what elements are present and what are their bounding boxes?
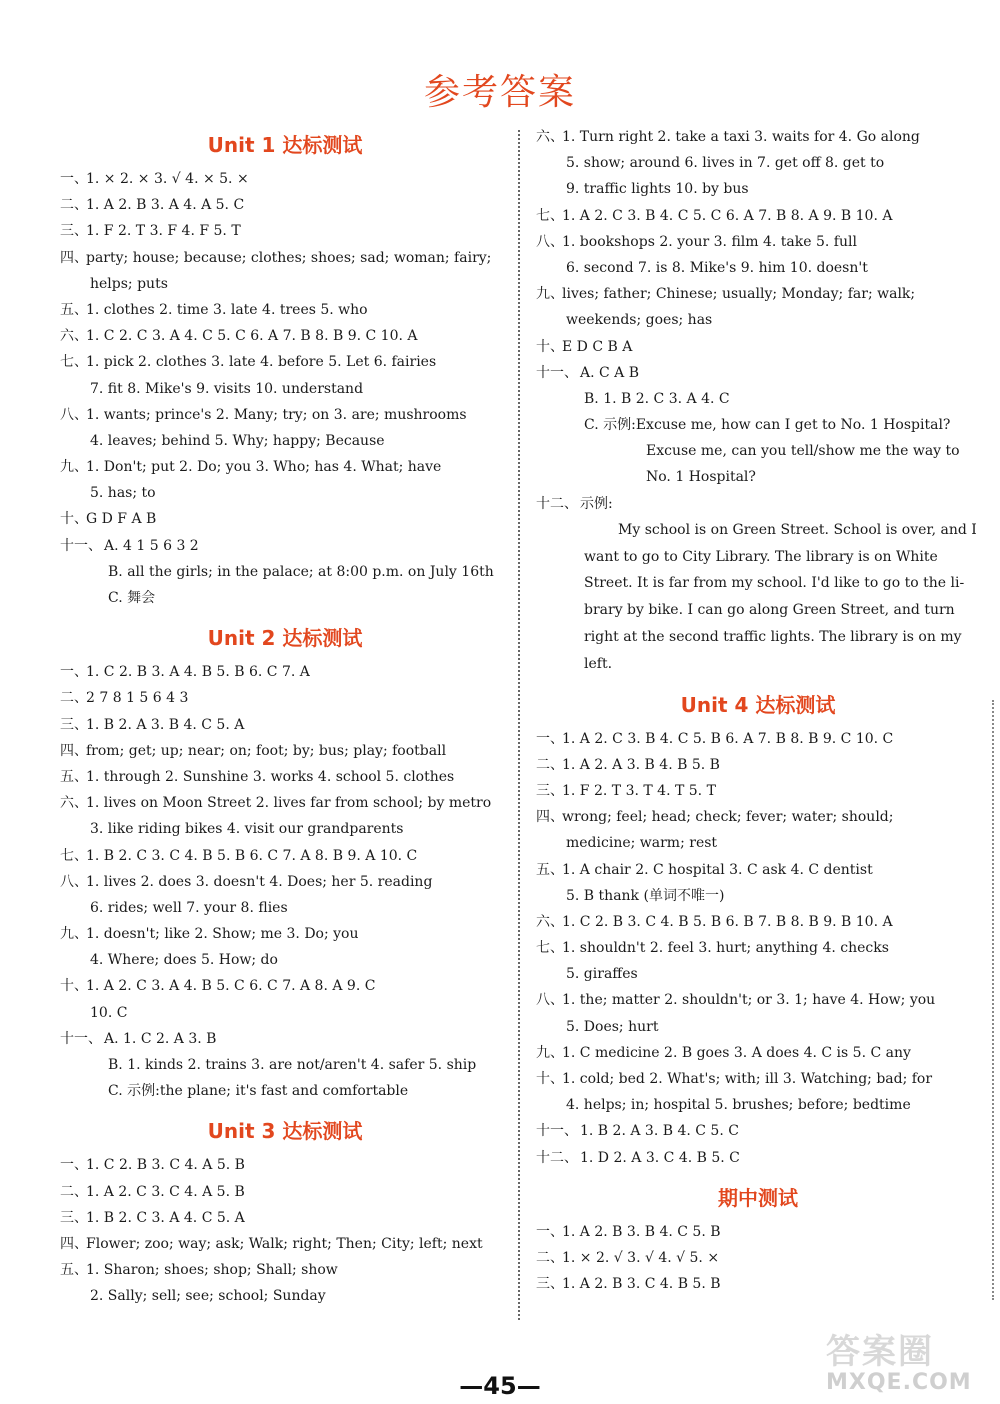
question-number: 十、 [536,1071,564,1088]
question-number: 四、 [60,742,88,759]
answer-row [60,533,510,559]
answer-row [536,386,980,412]
question-number: 三、 [60,1209,88,1226]
answer-text: C. 示例:Excuse me, how can I get to No. 1 Hospital? [584,417,951,434]
answer-row [536,176,980,202]
answer-text: weekends; goes; has [566,312,713,329]
answer-text: C. 舞会 [108,590,156,606]
answer-row [536,883,980,909]
answer-row [60,921,510,947]
answer-text: 1. F 2. T 3. F 4. F 5. T [86,223,241,240]
question-number: 九、 [536,286,564,303]
question-number: 一、 [536,1223,564,1240]
answer-text: 1. through 2. Sunshine 3. works 4. school 5. clothes [86,768,455,785]
answer-row [60,585,510,611]
question-number: 十二、 [536,1149,578,1166]
answer-text: 1. C 2. B 3. C 4. A 5. B [86,1157,245,1174]
answer-row [536,624,980,651]
answer-row [60,1283,510,1309]
answer-text: 6. rides; well 7. your 8. flies [90,899,288,916]
answer-text: medicine; warm; rest [566,835,718,852]
answer-text: 1. A 2. C 3. A 4. B 5. C 6. C 7. A 8. A 9. C [86,978,376,995]
right-answer-column [536,124,980,1297]
answer-row [60,843,510,869]
answer-row [536,491,980,517]
left-answer-column [60,124,510,1310]
question-number: 三、 [536,782,564,799]
answer-text: 1. B 2. C 3. C 4. B 5. B 6. C 7. A 8. B 9. A 10. C [86,847,418,864]
answer-row [60,376,510,402]
question-number: 十、 [60,511,88,528]
answer-row [536,464,980,490]
answer-row [60,764,510,790]
question-number: 六、 [60,328,88,345]
question-number: 十、 [60,978,88,995]
answer-row [60,402,510,428]
answer-text: 2 7 8 1 5 6 4 3 [86,690,189,707]
question-number: 七、 [60,354,88,371]
answer-text: brary by bike. I can go along Green Street, and turn [584,602,955,619]
question-number: 六、 [536,913,564,930]
answer-row [60,738,510,764]
answer-row [536,412,980,438]
answer-text: 1. doesn't; like 2. Show; me 3. Do; you [86,926,359,943]
answer-row [60,218,510,244]
answer-row [60,659,510,685]
answer-row [60,166,510,192]
answer-text: A. 4 1 5 6 3 2 [104,537,199,554]
answer-text: B. all the girls; in the palace; at 8:00 p.m. on July 16th [108,563,494,580]
answer-row [60,297,510,323]
answer-row [536,255,980,281]
question-number: 十一、 [536,1123,578,1140]
answer-text: 1. cold; bed 2. What's; with; ill 3. Watching; bad; for [562,1071,933,1088]
answer-row [60,947,510,973]
answer-row [60,790,510,816]
question-number: 十一、 [60,1030,102,1047]
answer-text: 1. F 2. T 3. T 4. T 5. T [562,782,716,799]
answer-text: A. C A B [580,364,640,381]
answer-text: 5. show; around 6. lives in 7. get off 8. get to [566,155,885,172]
answer-text: 1. clothes 2. time 3. late 4. trees 5. who [86,301,368,318]
answer-text: 1. C 2. C 3. A 4. C 5. C 6. A 7. B 8. B 9. C 10. A [86,328,418,345]
question-number: 一、 [60,1157,88,1174]
answer-text: 1. the; matter 2. shouldn't; or 3. 1; have 4. How; you [562,992,936,1009]
answer-row [60,712,510,738]
answer-text: 1. shouldn't 2. feel 3. hurt; anything 4. checks [562,940,889,957]
question-number: 五、 [60,301,88,318]
answer-text: 5. B thank (单词不唯一) [566,887,725,904]
section-title: Unit 4 达标测试 [680,692,836,717]
answer-row [60,323,510,349]
answer-row [60,869,510,895]
answer-text: from; get; up; near; on; foot; by; bus; play; football [86,742,447,759]
question-number: 六、 [60,795,88,812]
answer-text: 10. C [90,1004,128,1021]
answer-text: 5. giraffes [566,966,638,983]
answer-text: B. 1. B 2. C 3. A 4. C [584,390,730,407]
answer-row [536,778,980,804]
answer-text: 2. Sally; sell; see; school; Sunday [90,1288,326,1305]
question-number: 八、 [536,233,564,250]
answer-row [60,1231,510,1257]
answer-text: 1. A 2. B 3. B 4. C 5. B [562,1223,721,1240]
question-number: 五、 [60,768,88,785]
answer-text: 1. × 2. × 3. √ 4. × 5. × [86,171,249,187]
answer-text: 4. helps; in; hospital 5. brushes; before; bedtime [566,1097,911,1114]
question-number: 九、 [60,926,88,943]
answer-text: 1. × 2. √ 3. √ 4. √ 5. × [562,1249,720,1266]
answer-row [536,281,980,307]
question-number: 三、 [536,1276,564,1293]
answer-row [60,559,510,585]
answer-text: 1. B 2. A 3. B 4. C 5. A [86,716,245,733]
answer-row [536,570,980,597]
answer-row [536,909,980,935]
answer-row [536,1014,980,1040]
edge-dotted-line [992,700,994,1300]
answer-row [536,804,980,830]
question-number: 二、 [60,690,88,707]
answer-text: 3. like riding bikes 4. visit our grandparents [90,821,404,838]
answer-row [536,857,980,883]
answer-row [536,334,980,360]
answer-row [536,544,980,571]
question-number: 七、 [60,847,88,864]
answer-text: 5. Does; hurt [566,1018,659,1035]
answer-row [60,1257,510,1283]
answer-text: 1. C 2. B 3. C 4. B 5. B 6. B 7. B 8. B 9. B 10. A [562,913,893,930]
answer-text: 1. A 2. B 3. A 4. A 5. C [86,197,245,214]
answer-row [60,428,510,454]
question-number: 八、 [60,406,88,423]
answer-text: 9. traffic lights 10. by bus [566,181,749,198]
answer-row [536,1092,980,1118]
answer-text: 1. A 2. C 3. B 4. C 5. B 6. A 7. B 8. B 9. C 10. C [562,730,894,747]
answer-text: left. [584,655,613,672]
answer-row [536,229,980,255]
answer-row [60,271,510,297]
answer-text: 1. A 2. A 3. B 4. B 5. B [562,756,720,773]
watermark-site-text: MXQE.COM [826,1370,972,1395]
answer-row [536,1145,980,1171]
answer-text: 示例: [580,495,613,512]
answer-text: 1. B 2. A 3. B 4. C 5. C [580,1123,739,1140]
answer-row [60,1205,510,1231]
question-number: 十一、 [536,364,578,381]
question-number: 二、 [60,197,88,214]
answer-text: 1. Sharon; shoes; shop; Shall; show [86,1262,338,1279]
answer-text: 1. A chair 2. C hospital 3. C ask 4. C dentist [562,861,873,878]
answer-text: want to go to City Library. The library is on White [584,548,938,565]
question-number: 一、 [60,171,88,187]
answer-text: 6. second 7. is 8. Mike's 9. him 10. doesn't [566,259,868,276]
answer-text: 5. has; to [90,485,156,502]
answer-row [536,1040,980,1066]
question-number: 九、 [60,459,88,476]
question-number: 五、 [536,861,564,878]
answer-text: 1. C medicine 2. B goes 3. A does 4. C is 5. C any [562,1044,911,1061]
answer-row [60,349,510,375]
answer-row [536,1245,980,1271]
question-number: 二、 [60,1183,88,1200]
answer-row [536,1066,980,1092]
answer-row [536,726,980,752]
question-number: 一、 [60,664,88,681]
answer-row [60,192,510,218]
column-divider [518,130,520,1320]
answer-text: right at the second traffic lights. The library is on my [584,629,962,645]
answer-text: Flower; zoo; way; ask; Walk; right; Then; City; left; next [86,1235,483,1252]
page-number: —45— [459,1372,541,1400]
answer-row [536,150,980,176]
question-number: 十二、 [536,495,578,512]
question-number: 九、 [536,1044,564,1061]
answer-row [60,480,510,506]
answer-row [60,1179,510,1205]
answer-row [60,1026,510,1052]
answer-text: A. 1. C 2. A 3. B [104,1030,217,1047]
answer-text: No. 1 Hospital? [646,469,756,486]
section-title: Unit 3 达标测试 [207,1119,363,1144]
answer-text: 1. bookshops 2. your 3. film 4. take 5. full [562,233,857,250]
answer-text: helps; puts [90,275,168,292]
question-number: 十一、 [60,537,102,554]
answer-text: 1. A 2. B 3. C 4. B 5. B [562,1276,721,1293]
answer-text: C. 示例:the plane; it's fast and comfortable [108,1083,409,1100]
answer-text: 1. A 2. C 3. B 4. C 5. C 6. A 7. B 8. A 9. B 10. A [562,207,893,224]
answer-text: E D C B A [562,338,633,355]
answer-row [536,961,980,987]
question-number: 七、 [536,940,564,957]
answer-row [536,1271,980,1297]
answer-text: Excuse me, can you tell/show me the way to [646,443,960,460]
section-title: 期中测试 [718,1185,798,1210]
answer-text: party; house; because; clothes; shoes; sad; woman; fairy; [86,249,492,266]
answer-text: 1. lives 2. does 3. doesn't 4. Does; her 5. reading [86,873,433,890]
answer-row [60,1078,510,1104]
question-number: 七、 [536,207,564,224]
answer-text: G D F A B [86,511,157,528]
answer-text: 1. B 2. C 3. A 4. C 5. A [86,1209,245,1226]
answer-row [60,1000,510,1026]
question-number: 四、 [60,249,88,266]
answer-row [60,506,510,532]
answer-row [536,1219,980,1245]
question-number: 三、 [60,716,88,733]
answer-text: wrong; feel; head; check; fever; water; should; [562,809,894,826]
answer-text: 1. C 2. B 3. A 4. B 5. B 6. C 7. A [86,664,310,681]
answer-text: 4. Where; does 5. How; do [90,952,278,969]
answer-row [60,816,510,842]
question-number: 二、 [536,756,564,773]
question-number: 八、 [60,873,88,890]
answer-row [536,1118,980,1144]
answer-row [60,895,510,921]
answer-row [60,1152,510,1178]
answer-text: 1. Turn right 2. take a taxi 3. waits for 4. Go along [562,129,920,145]
section-title: Unit 2 达标测试 [207,626,363,651]
answer-row [536,124,980,150]
answer-text: 1. A 2. C 3. C 4. A 5. B [86,1183,245,1200]
answer-text: 1. lives on Moon Street 2. lives far from school; by metro [86,795,492,812]
answer-row [536,360,980,386]
answer-row [60,245,510,271]
answer-row [60,973,510,999]
question-number: 八、 [536,992,564,1009]
answer-row [536,752,980,778]
answer-text: 1. wants; prince's 2. Many; try; on 3. are; mushrooms [86,406,467,423]
answer-text: 1. Don't; put 2. Do; you 3. Who; has 4. What; have [86,459,442,476]
answer-row [536,597,980,624]
watermark-logo-text: 答案圈 [826,1332,934,1372]
answer-row [536,203,980,229]
answer-text: 1. pick 2. clothes 3. late 4. before 5. Let 6. fairies [86,354,437,371]
watermark-logo [822,1324,992,1400]
question-number: 十、 [536,338,564,355]
answer-text: B. 1. kinds 2. trains 3. are not/aren't 4. safer 5. ship [108,1057,477,1073]
answer-row [536,438,980,464]
answer-text: lives; father; Chinese; usually; Monday; far; walk; [562,286,916,303]
question-number: 二、 [536,1249,564,1266]
answer-text: Street. It is far from my school. I'd like to go to the li- [584,575,965,592]
answer-row [536,935,980,961]
section-title: Unit 1 达标测试 [207,133,363,157]
question-number: 一、 [536,730,564,747]
page-title: 参考答案 [423,72,576,113]
question-number: 六、 [536,129,564,145]
answer-row [60,685,510,711]
answer-row [536,307,980,333]
question-number: 四、 [536,809,564,826]
answer-row [536,651,980,678]
answer-text: 1. D 2. A 3. C 4. B 5. C [580,1149,740,1166]
question-number: 三、 [60,223,88,240]
answer-row [536,517,980,544]
answer-row [60,454,510,480]
question-number: 五、 [60,1262,88,1279]
question-number: 四、 [60,1235,88,1252]
answer-row [536,830,980,856]
answer-row [60,1052,510,1078]
answer-text: 4. leaves; behind 5. Why; happy; Because [90,432,385,449]
answer-text: 7. fit 8. Mike's 9. visits 10. understand [90,380,364,397]
answer-row [536,987,980,1013]
answer-text: My school is on Green Street. School is over, and I [618,521,977,538]
